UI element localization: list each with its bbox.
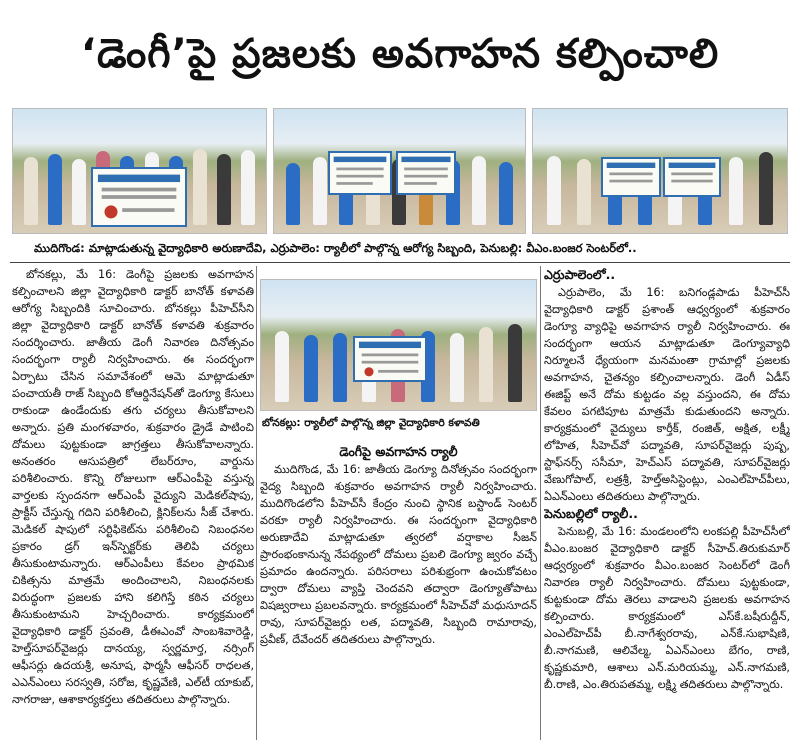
caption-divider	[10, 262, 790, 263]
article-body-errupalem: ఎర్రుపాలెం, మే 16: బనిగండ్లపాడు పీహెచ్‌సీ వైద్యాధికారి డాక్టర్ ప్రశాంత్ ఆధ్వర్యంలో శుక్రవారం డెంగ్యూ వ్యాధిపై అవగాహన ర్యాలీ నిర్వహించారు. ఈ సందర్భంగా ఆయన మాట్లాడుతూ డెంగ్యూవ్యాధి నిర్మూలనే ధ్యేయంగా మనమంతా గ్రామాల్లో ప్రజలకు అవగాహన, చైతన్యం కల్పించాలన్నారు. డెంగీ ఏడీస్ ఈజిప్ట్ అనే దోమ కుట్టడం వల్ల వస్తుందని, ఈ దోమ కేవలం పగటిపూట మాత్రమే కుడుతుందని అన్నారు. కార్యక్రమంలో వైద్యులు కార్తీక్, రంజిత్, అక్షిత, లక్ష్మీ లోహిత, సీహెచ్‌వో పద్మావతి, సూపర్‌వైజర్లు పుష్ప, స్టాఫ్‌నర్స్ ససీమా, హెచ్‌ఎస్ పద్మావతి, సూపర్‌వైజర్లు వేణుగోపాల్, లత్రశ్రీ, హెల్త్‌అసిస్టెంట్లు, ఎంఎల్‌హెచ్‌పీలు, ఏఎన్ఎంలు తదితరులు పాల్గొన్నారు.	[544, 286, 790, 503]
article-body: బోనకల్లు, మే 16: డెంగీపై ప్రజలకు అవగాహన కల్పించాలని జిల్లా వైద్యాధికారి డాక్టర్ బానోత్ కళావతి ఆరోగ్య సిబ్బందికి సూచించారు. బోనకల్లు పీహెచ్‌సీని జిల్లా వైద్యాధికారి డాక్టర్ బానోత్ కళావతి శుక్రవారం సందర్శించారు. జాతీయ డెంగీ నివారణ దినోత్సవం సందర్భంగా ర్యాలీ నిర్వహించారు. ఈ సందర్భంగా ఏర్పాటు చేసిన సమావేశంలో ఆమె మాట్లాడుతూ పంచాయతీ రాజ్ సిబ్బంది కోఆర్డినేషన్‌తో డెంగ్యూ కేసులు రాకుండా ఉండేందుకు తగు చర్యలు తీసుకోవాలని అన్నారు. ప్రతి మంగళవారం, శుక్రవారం డ్రైడే పాటించి దోమలు పుట్టకుండా జాగ్రత్తలు తీసుకోవాలన్నారు. అనంతరం ఆసుపత్రిలో లేబర్‌రూం, వార్డును పరిశీలించారు. కొన్ని రోజులుగా ఆర్‌ఎంపీపై వస్తున్న వార్తలకు స్పందనగా ఆర్‌ఎంపీ వైద్యుని మెడికల్‌షాపు, ప్రాక్టీస్ చేస్తున్న గదిని పరిశీలించి, క్లినిక్‌లను సీజ్ చేశారు. మెడికల్ షాపులో సర్టిఫికెట్‌ను పరిశీలించి నిబంధనల ప్రకారం డ్రగ్ ఇన్‌స్పెక్టర్‌కు తెలిపి చర్యలు తీసుకుంటామన్నారు. ఆర్‌ఎంపీలు కేవలం ప్రాథమిక చికిత్సను మాత్రమే అందించాలని, నిబంధనలకు విరుద్ధంగా ప్రజలకు హాని కలిగిస్తే కఠిన చర్యలు తీసుకుంటామని హెచ్చరించారు. కార్యక్రమంలో వైద్యాధికారి డాక్టర్ స్రవంతి, డీఈఎంవో సాంబశివారెడ్డి, హెల్త్‌సూపర్‌వైజర్లు దానయ్య, స్వర్ణమార్త, నర్సింగ్ ఆఫీసర్లు ఉదయశ్రీ, అనూష, ఫార్మసీ ఆఫీసర్ రాధలత, ఎఎన్‌ఎంలు సరస్వతి, సరోజ, కృష్ణవేణి, ఎల్‌టీ యాకుబ్, నాగరాజు, ఆశాకార్యకర్తలు తదితరులు పాల్గొన్నారు.	[12, 268, 254, 706]
rally-banner-right	[663, 157, 721, 197]
banner-graphic	[603, 159, 659, 195]
rally-banner-left	[601, 157, 661, 197]
article-column-mudigonda	[260, 443, 537, 740]
banner-graphic	[330, 153, 390, 193]
photo-mudigonda-rally	[12, 108, 267, 234]
banner-graphic	[665, 159, 719, 195]
photo-caption: ముదిగొండ: మాట్లాడుతున్న వైద్యాధికారి అరుణాదేవి, ఎర్రుపాలెం: ర్యాలీలో పాల్గొన్న ఆరోగ్య సిబ్బంది, పెనుబల్లి: వీఎం.బంజర సెంటర్‌లో..	[34, 241, 637, 255]
column-divider	[540, 266, 541, 740]
photo-errupalem-rally	[273, 108, 526, 234]
rally-banner	[91, 167, 187, 227]
article-column-bonakallu	[12, 266, 254, 740]
rally-banner	[353, 336, 427, 382]
subheading-penuballi: పెనుబల్లిలో ర్యాలీ..	[544, 506, 638, 521]
banner-graphic	[355, 338, 425, 380]
article-column-errupalem-penuballi	[544, 266, 790, 740]
page-headline: ‘డెంగీ’పై ప్రజలకు అవగాహన కల్పించాలి	[80, 31, 720, 77]
banner-graphic	[398, 153, 454, 193]
rally-banner-left	[328, 151, 392, 195]
article-body: ముదిగొండ, మే 16: జాతీయ డెంగ్యూ దినోత్సవం సందర్భంగా వైద్య సిబ్బంది శుక్రవారం అవగాహన ర్యాలీ నిర్వహించారు. ముదిగొండలోని పీహెచ్‌సీ కేంద్రం నుంచి స్థానిక బస్టాండ్ సెంటర్ వరకూ ర్యాలీ నిర్వహించారు. ఈ సందర్భంగా వైద్యాధికారి అరుణాదేవి మాట్లాడుతూ త్వరలో వర్షాకాల సీజన్ ప్రారంభంకానున్న నేపథ్యంలో దోమలు ప్రబలి డెంగ్యూ జ్వరం వచ్చే ప్రమాదం ఉందన్నారు. పరిసరాలు పరిశుభ్రంగా ఉంచుకోవటం ద్వారా దోమలు వ్యాప్తి చెందవని తద్వారా డెంగ్యూతోపాటు విషజ్వరాలు ప్రబలవన్నారు. కార్యక్రమంలో సీహెచ్‌వో మధుసూదన్ రావు, సూపర్‌వైజర్లు లత, పద్మావతి, సిబ్బంది రామారావు, ప్రవీణ్, దేవేందర్ తదితరులు పాల్గొన్నారు.	[260, 463, 537, 646]
subheading-errupalem: ఎర్రుపాలెంలో..	[544, 267, 616, 282]
photo-caption-bonakallu: బోనకల్లు: ర్యాలీలో పాల్గొన్న జిల్లా వైద్యాధికారి కళావతి	[262, 417, 480, 429]
subheading-mudigonda: డెంగీపై అవగాహన ర్యాలీ	[339, 444, 458, 459]
column-divider	[256, 266, 257, 740]
photo-penuballi-rally	[532, 108, 788, 234]
article-body-penuballi: పెనుబల్లి, మే 16: మండలంలోని లంకపల్లి పీహెచ్‌సీలో వీఎం.బంజర వైద్యాధికారి డాక్టర్ సీహెచ్.తిరుకుమార్ ఆధ్వర్యంలో శుక్రవారం వీఎం.బంజర సెంటర్‌లో డెంగీ నివారణ ర్యాలీ నిర్వహించారు. దోమలు పుట్టకుండా, కుట్టకుండా దోమ తెరలు వాడాలని ప్రజలకు అవగాహన కల్పించారు. కార్యక్రమంలో ఎస్‌కే.బషీరుద్దీన్, ఎంఎల్‌హెచ్‌పీ బీ.నాగేశ్వరరావు, ఎన్‌కే.సుభాషిణి, బీ.నాగమణి, ఆలివేల్మ, ఏఎన్‌ఎంలు బేగం, రాణి, కృష్ణకుమారి, ఆశాలు ఎన్.మరియమ్మ, ఎన్.నాగమణి, బీ.రాణి, ఎం.తిరుపతమ్మ, లక్ష్మి తదితరులు పాల్గొన్నారు.	[544, 525, 790, 691]
rally-banner-right	[396, 151, 456, 195]
photo-bonakallu-rally	[260, 279, 537, 411]
banner-graphic	[93, 169, 185, 225]
